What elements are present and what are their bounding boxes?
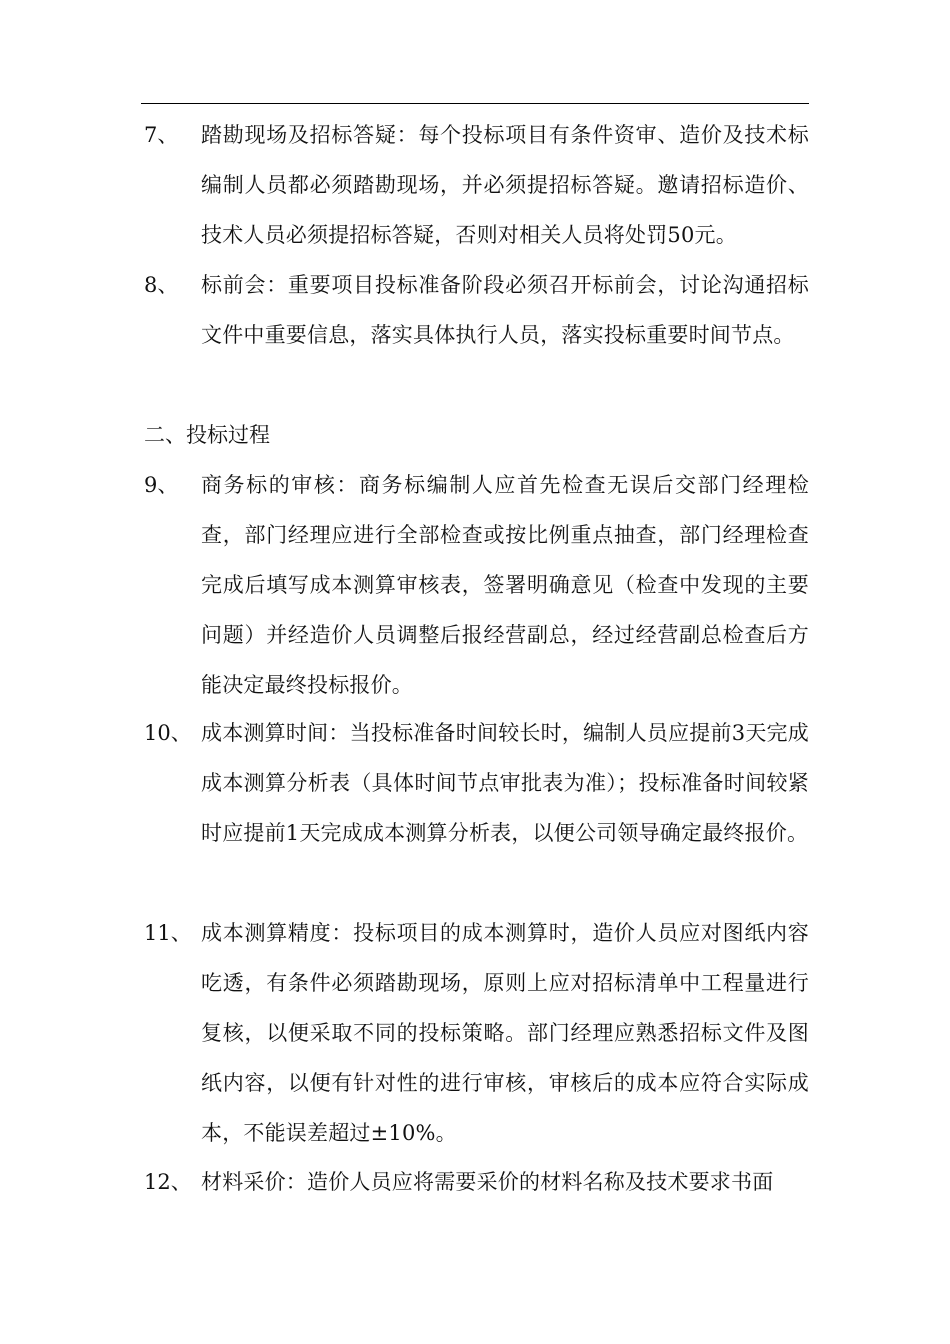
item-text: 踏勘现场及招标答疑：每个投标项目有条件资审、造价及技术标编制人员都必须踏勘现场，并必须提招标答疑。邀请招标造价、技术人员必须提招标答疑，否则对相关人员将处罚50元。	[201, 123, 809, 247]
item-number: 9、	[144, 473, 179, 497]
item-number: 8、	[144, 273, 179, 297]
item-text: 商务标的审核：商务标编制人应首先检查无误后交部门经理检查，部门经理应进行全部检查或按比例重点抽查，部门经理检查完成后填写成本测算审核表，签署明确意见（检查中发现的主要问题）并经造价人员调整后报经营副总，经过经营副总检查后方能决定最终投标报价。	[201, 473, 809, 697]
header-rule	[141, 103, 809, 104]
item-number: 11、	[144, 921, 192, 945]
item-number: 10、	[144, 721, 192, 745]
list-item-12	[144, 1157, 809, 1207]
list-item-8	[144, 260, 809, 360]
list-item-10	[144, 708, 809, 858]
section-heading: 二、投标过程	[144, 423, 270, 447]
list-item-9	[144, 460, 809, 710]
item-number: 7、	[144, 123, 179, 147]
item-text: 标前会：重要项目投标准备阶段必须召开标前会，讨论沟通招标文件中重要信息，落实具体执行人员，落实投标重要时间节点。	[201, 273, 809, 347]
item-text: 材料采价：造价人员应将需要采价的材料名称及技术要求书面	[201, 1170, 774, 1194]
list-item-7	[144, 110, 809, 260]
item-text: 成本测算时间：当投标准备时间较长时，编制人员应提前3天完成成本测算分析表（具体时间节点审批表为准）；投标准备时间较紧时应提前1天完成成本测算分析表，以便公司领导确定最终报价。	[201, 721, 809, 845]
item-number: 12、	[144, 1170, 192, 1194]
list-item-11	[144, 908, 809, 1158]
item-text: 成本测算精度：投标项目的成本测算时，造价人员应对图纸内容吃透，有条件必须踏勘现场，原则上应对招标清单中工程量进行复核，以便采取不同的投标策略。部门经理应熟悉招标文件及图纸内容，以便有针对性的进行审核，审核后的成本应符合实际成本，不能误差超过±10%。	[201, 921, 809, 1145]
